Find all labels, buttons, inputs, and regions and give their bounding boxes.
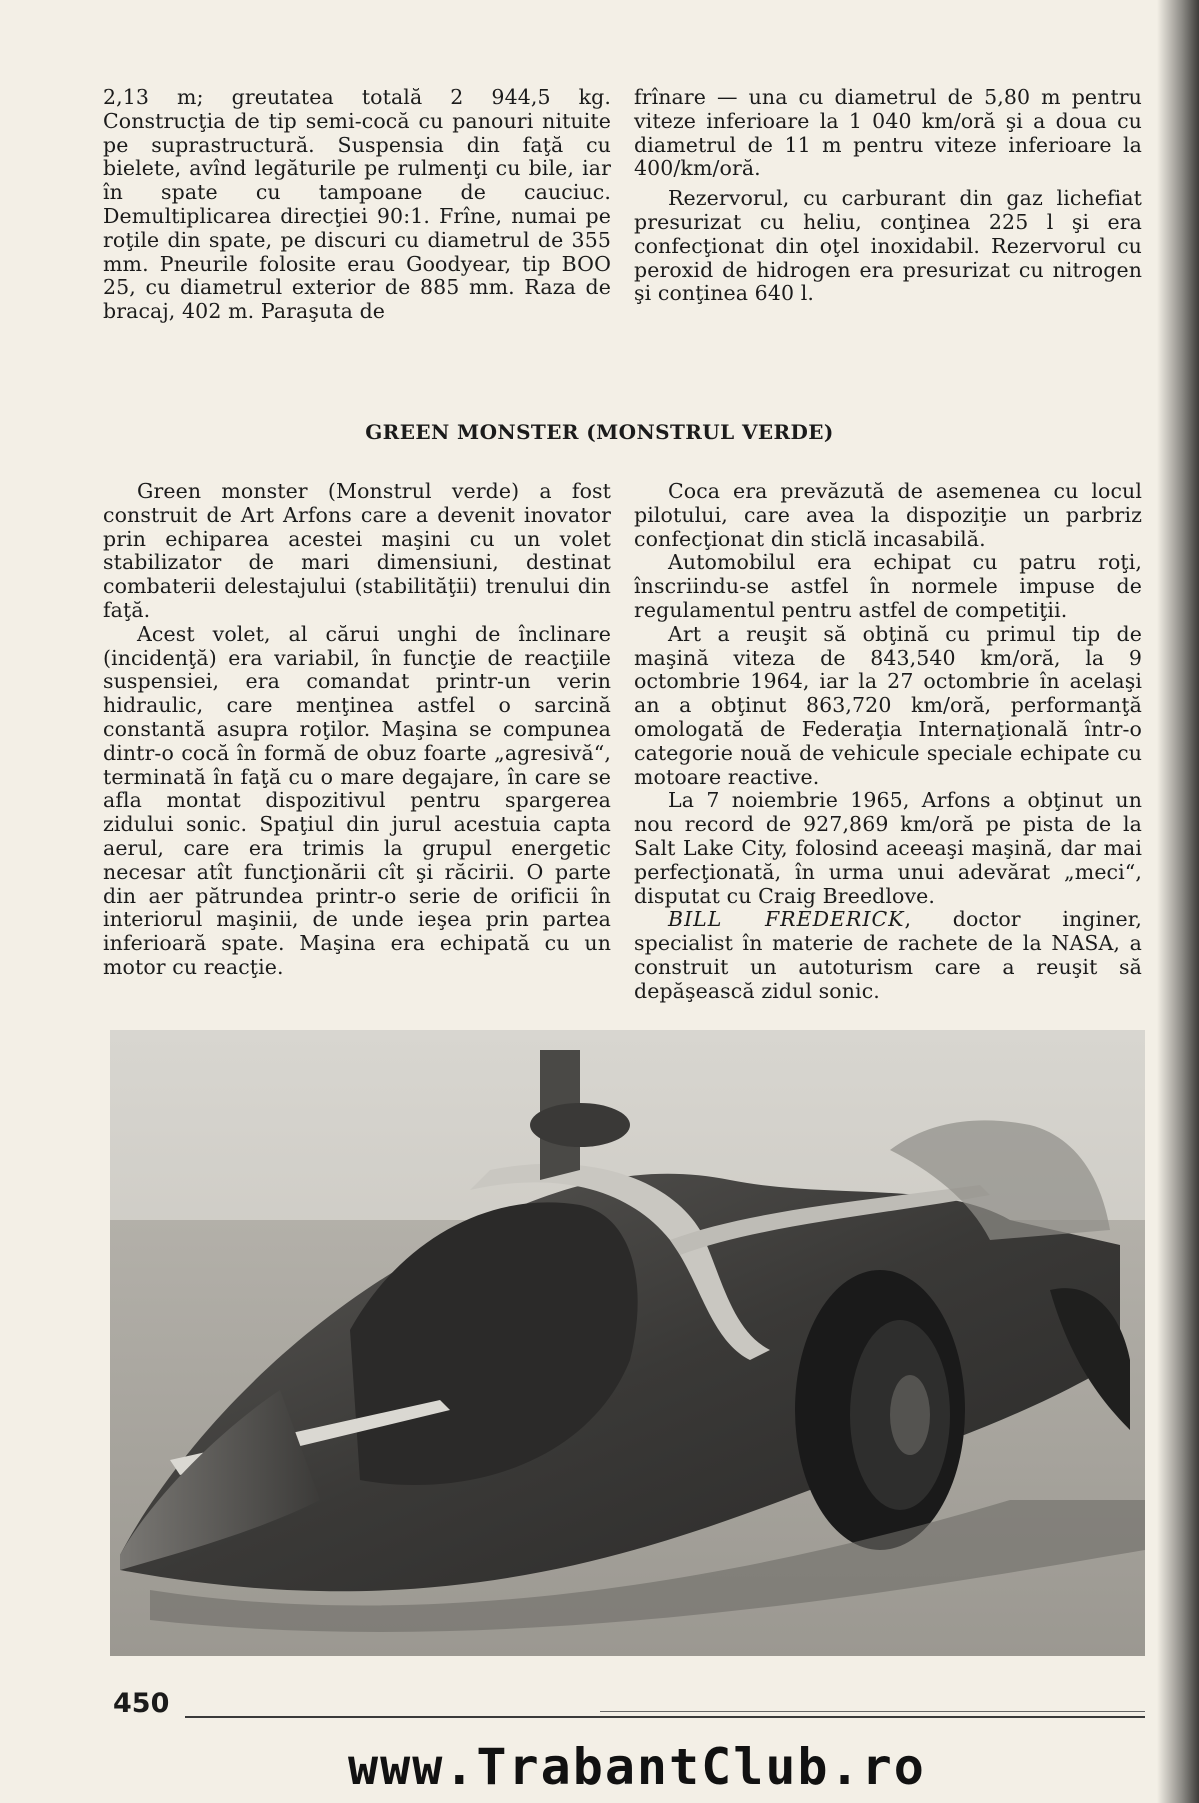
mid-right-paragraph-2: Automobilul era echipat cu patru roţi, înscriindu-se astfel în normele impuse de regulamentul pentru astfel de competiţii. [634,550,1142,622]
mid-right-paragraph-5-text: , doctor inginer, specialist în materie de rachete de la NASA, a construit un autoturism care a reuşit să depăşească zidul sonic. [634,907,1142,1003]
top-left-paragraph: 2,13 m; greutatea totală 2 944,5 kg. Construcţia de tip semi-cocă cu panouri nituite pe suprastructură. Suspensia din faţă cu bielete, avînd legăturile pe rulmenţi cu bile, iar în spate cu tampoane de cauciuc. Demultiplicarea direcţiei 90:1. Frîne, numai pe roţile din spate, pe discuri cu diametrul de 355 mm. Pneurile folosite erau Goodyear, tip BOO 25, cu diametrul exterior de 885 mm. Raza de bracaj, 402 m. Paraşuta de [103,85,611,324]
person-name: BILL FREDERICK [668,907,905,932]
page-edge-shadow [1157,0,1199,1803]
mid-right-paragraph-5 [634,908,1142,1003]
top-right-paragraph-2: Rezervorul, cu carburant din gaz lichefiat presurizat cu heliu, conţinea 225 l şi era confecţionat din oţel inoxidabil. Rezervorul cu peroxid de hidrogen era presurizat cu nitrogen şi conţinea 640 l. [634,186,1142,306]
mid-right-paragraph-1: Coca era prevăzută de asemenea cu locul pilotului, care avea la dispoziţie un parbriz confecţionat din sticlă incasabilă. [634,479,1142,551]
footer-rule [185,1716,1145,1718]
top-right-column [634,86,1142,306]
mid-right-column [634,480,1142,1004]
top-right-paragraph-1: frînare — una cu diametrul de 5,80 m pentru viteze inferioare la 1 040 km/oră şi a doua cu diametrul de 11 m pentru viteze inferioare la 400/km/oră. [634,85,1142,181]
mid-right-paragraph-4: La 7 noiembrie 1965, Arfons a obţinut un nou record de 927,869 km/oră pe pista de la Salt Lake City, folosind aceeaşi maşină, dar mai perfecţionată, în urma unui adevărat „meci“, disputat cu Craig Breedlove. [634,788,1142,908]
mid-right-paragraph-3: Art a reuşit să obţină cu primul tip de maşină viteza de 843,540 km/oră, la 9 octombrie 1964, iar la 27 octombrie în acelaşi an a obţinut 863,720 km/oră, performanţă omologată de Federaţia Internaţională într-o categorie nouă de vehicule speciale echipate cu motoare reactive. [634,621,1142,789]
section-heading: GREEN MONSTER (MONSTRUL VERDE) [365,420,834,444]
mid-left-column [103,480,611,980]
footer-rule-thin [600,1711,1145,1712]
page-number: 450 [113,1688,170,1719]
mid-left-paragraph-2: Acest volet, al cărui unghi de înclinare (incidenţă) era variabil, în funcţie de reacţiile suspensiei, era comandat printr-un verin hidraulic, care menţinea astfel o sarcină constantă asupra roţilor. Maşina se compunea dintr-o cocă în formă de obuz foarte „agresivă“, terminată în faţă cu o mare degajare, în care se afla montat dispozitivul pentru spargerea zidului sonic. Spaţiul din jurul acestuia capta aerul, care era trimis la grupul energetic necesar atît funcţionării cît şi răcirii. O parte din aer pătrundea printr-o serie de orificii în interiorul maşinii, de unde ieşea prin partea inferioară spate. Maşina era echipată cu un motor cu reacţie. [103,621,611,979]
watermark: www.TrabantClub.ro [348,1738,926,1796]
top-left-column [103,86,611,324]
mid-left-paragraph-1: Green monster (Monstrul verde) a fost construit de Art Arfons care a devenit inovator prin echiparea acestei maşini cu un volet stabilizator de mari dimensiuni, destinat combaterii delestajului (stabilităţii) trenului din faţă. [103,479,611,622]
car-photograph [110,1030,1145,1656]
